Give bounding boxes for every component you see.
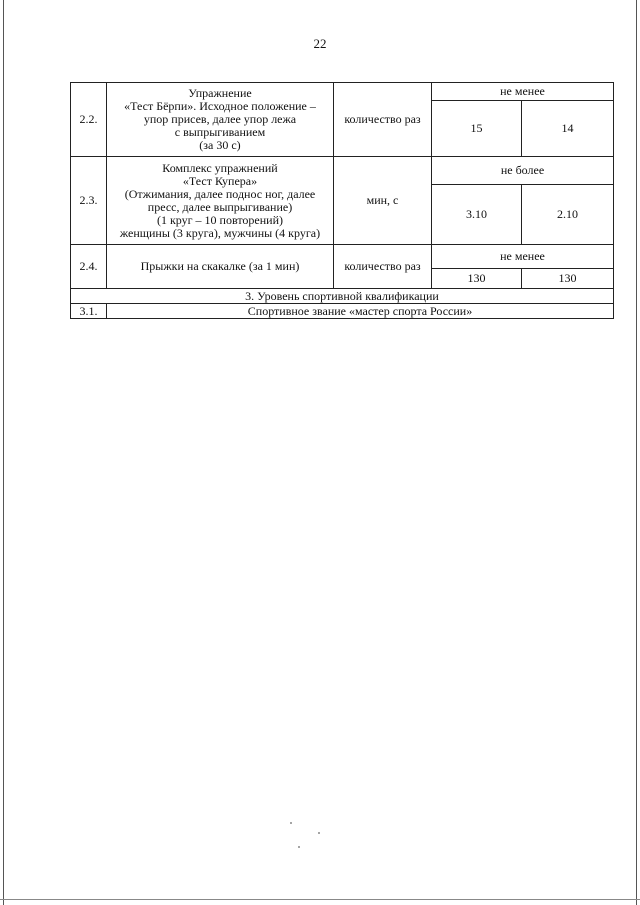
- row-number: 2.3.: [71, 157, 107, 245]
- description-line: Прыжки на скакалке (за 1 мин): [140, 259, 300, 273]
- row-number: 2.4.: [71, 245, 107, 289]
- scan-speck: [298, 846, 300, 848]
- value-cell: 14: [522, 101, 614, 157]
- exercise-description: [107, 83, 334, 157]
- description-line: Упражнение: [188, 86, 252, 100]
- description-line: упор присев, далее упор лежа: [143, 112, 297, 126]
- description-line: женщины (3 круга), мужчины (4 круга): [119, 225, 321, 240]
- scan-speck: [290, 822, 292, 824]
- description-line: (1 круг – 10 повторений): [156, 212, 284, 227]
- scan-edge-bottom: [0, 899, 640, 900]
- qualification-cell: Спортивное звание «мастер спорта России»: [107, 304, 614, 319]
- scan-edge-right: [636, 0, 637, 905]
- value-cell: 130: [522, 269, 614, 289]
- unit-cell: количество раз: [334, 245, 432, 289]
- unit-cell: количество раз: [334, 83, 432, 157]
- exercise-description: [107, 245, 334, 289]
- unit-cell: мин, с: [334, 157, 432, 245]
- qualifier-cell: не менее: [432, 245, 614, 269]
- value-cell: 2.10: [522, 185, 614, 245]
- qualifier-cell: не более: [432, 157, 614, 185]
- description-line: Комплекс упражнений: [162, 160, 278, 175]
- description-line: «Тест Купера»: [182, 173, 258, 188]
- value-cell: 3.10: [432, 185, 522, 245]
- value-cell: 15: [432, 101, 522, 157]
- description-line: пресс, далее выпрыгивание): [147, 199, 293, 214]
- scan-edge-left: [3, 0, 4, 905]
- exercise-description: [107, 157, 334, 245]
- description-line: (за 30 с): [199, 138, 241, 152]
- table-row: [71, 245, 614, 269]
- row-number: 2.2.: [71, 83, 107, 157]
- description-line: с выпрыгиванием: [174, 125, 266, 139]
- table-row: [71, 157, 614, 185]
- page-number: 22: [313, 36, 327, 51]
- description-line: (Отжимания, далее поднос ног, далее: [124, 186, 316, 201]
- section-header-row: [71, 289, 614, 304]
- table-row: [71, 83, 614, 101]
- qualifier-cell: не менее: [432, 83, 614, 101]
- norms-table: [70, 82, 614, 319]
- section-title: 3. Уровень спортивной квалификации: [71, 289, 614, 304]
- table-row: [71, 304, 614, 319]
- value-cell: 130: [432, 269, 522, 289]
- row-number: 3.1.: [71, 304, 107, 319]
- description-line: «Тест Бёрпи». Исходное положение –: [124, 99, 316, 113]
- scan-speck: [318, 832, 320, 834]
